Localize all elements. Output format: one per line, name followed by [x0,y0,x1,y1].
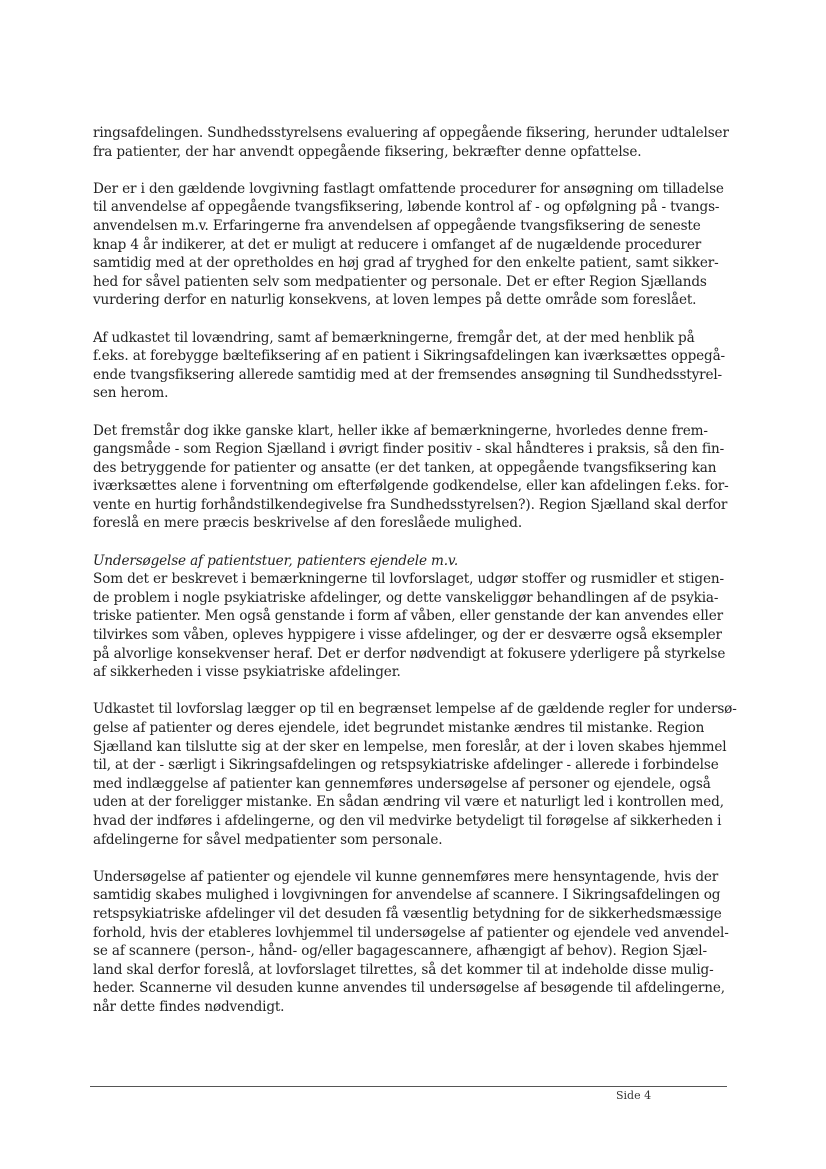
text-line: Som det er beskrevet i bemærkningerne til lovforslaget, udgør stoffer og rusmidler et stigen- [93,571,724,588]
text-line: hed for såvel patienten selv som medpatienter og personale. Det er efter Region Sjællands [93,273,707,290]
page-number: Side 4 [616,1089,652,1102]
text-line: uden at der foreligger mistanke. En sådan ændring vil være et naturligt led i kontrollen med, [93,794,724,811]
paragraph [93,552,743,682]
text-line: heder. Scannerne vil desuden kunne anvendes til undersøgelse af besøgende til afdelingerne, [93,980,725,997]
text-line: til anvendelse af oppegående tvangsfiksering, løbende kontrol af - og opfølgning på - tvangs- [93,199,720,216]
text-line: land skal derfor foreslå, at lovforslaget tilrettes, så det kommer til at indeholde disse mulig- [93,961,714,978]
paragraph [93,868,743,1017]
text-line: f.eks. at forebygge bæltefiksering af en patient i Sikringsafdelingen kan iværksættes oppegå- [93,348,725,365]
text-line: vente en hurtig forhåndstilkendegivelse fra Sundhedsstyrelsen?). Region Sjælland skal derfor [93,496,728,513]
text-line: Undersøgelse af patienter og ejendele vil kunne gennemføres mere hensyntagende, hvis der [93,868,719,885]
text-line: af sikkerheden i visse psykiatriske afdelinger. [93,664,401,681]
text-line: Det fremstår dog ikke ganske klart, heller ikke af bemærkningerne, hvorledes denne frem- [93,422,708,439]
text-line: fra patienter, der har anvendt oppegående fiksering, bekræfter denne opfattelse. [93,143,642,160]
text-line: des betryggende for patienter og ansatte (er det tanken, at oppegående tvangsfiksering kan [93,459,717,476]
paragraph [93,124,743,161]
text-line: samtidig med at der opretholdes en høj grad af tryghed for den enkelte patient, samt sikker- [93,255,719,272]
paragraph [93,329,743,403]
text-line: forhold, hvis der etableres lovhjemmel til undersøgelse af patienter og ejendele ved anvendel- [93,924,729,941]
text-line: samtidig skabes mulighed i lovgivningen for anvendelse af scannere. I Sikringsafdelingen og [93,887,721,904]
text-line: triske patienter. Men også genstande i form af våben, eller genstande der kan anvendes eller [93,608,723,625]
text-line: Der er i den gældende lovgivning fastlagt omfattende procedurer for ansøgning om tilladelse [93,180,724,197]
text-line: sen herom. [93,385,169,402]
text-line: retspsykiatriske afdelinger vil det desuden få væsentlig betydning for de sikkerhedsmæssige [93,905,722,922]
footer-divider [90,1086,727,1087]
text-line: på alvorlige konsekvenser heraf. Det er derfor nødvendigt at fokusere yderligere på styrkelse [93,645,726,662]
text-line: vurdering derfor en naturlig konsekvens, at loven lempes på dette område som foreslået. [93,292,697,309]
paragraph [93,180,743,310]
text-line: se af scannere (person-, hånd- og/eller bagagescannere, afhængigt af behov). Region Sjæl- [93,943,707,960]
text-line: når dette findes nødvendigt. [93,998,285,1015]
text-line: afdelingerne for såvel medpatienter som personale. [93,831,443,848]
text-line: tilvirkes som våben, opleves hyppigere i visse afdelinger, og der er desværre også eksempler [93,627,722,644]
text-line: foreslå en mere præcis beskrivelse af den foreslåede mulighed. [93,515,523,532]
text-line: til, at der - særligt i Sikringsafdelingen og retspsykiatriske afdelinger - allerede i forbindelse [93,757,719,774]
text-line: anvendelsen m.v. Erfaringerne fra anvendelsen af oppegående tvangsfiksering de seneste [93,217,701,234]
text-line: Udkastet til lovforslag lægger op til en begrænset lempelse af de gældende regler for undersø- [93,701,737,718]
text-line: hvad der indføres i afdelingerne, og den vil medvirke betydeligt til forøgelse af sikkerheden i [93,812,722,829]
text-line: de problem i nogle psykiatriske afdelinger, og dette vanskeliggør behandlingen af de psykia- [93,589,719,606]
text-line: Sjælland kan tilslutte sig at der sker en lempelse, men foreslår, at der i loven skabes hjemmel [93,738,727,755]
text-line: iværksættes alene i forventning om efterfølgende godkendelse, eller kan afdelingen f.eks. for- [93,478,729,495]
text-line: gelse af patienter og deres ejendele, idet begrundet mistanke ændres til mistanke. Region [93,720,705,736]
text-line: knap 4 år indikerer, at det er muligt at reducere i omfanget af de nugældende procedurer [93,236,702,253]
paragraph [93,422,743,534]
text-line: ende tvangsfiksering allerede samtidig med at der fremsendes ansøgning til Sundhedsstyrel- [93,366,722,383]
text-line: med indlæggelse af patienter kan gennemføres undersøgelse af personer og ejendele, også [93,775,711,792]
section-heading: Undersøgelse af patientstuer, patienters ejendele m.v. [93,552,459,569]
text-line: ringsafdelingen. Sundhedsstyrelsens evaluering af oppegående fiksering, herunder udtalelser [93,125,729,141]
paragraph [93,700,743,849]
text-line: gangsmåde - som Region Sjælland i øvrigt finder positiv - skal håndteres i praksis, så den fin- [93,441,725,458]
text-line: Af udkastet til lovændring, samt af bemærkningerne, fremgår det, at der med henblik på [93,329,695,346]
document-body [93,124,743,1035]
